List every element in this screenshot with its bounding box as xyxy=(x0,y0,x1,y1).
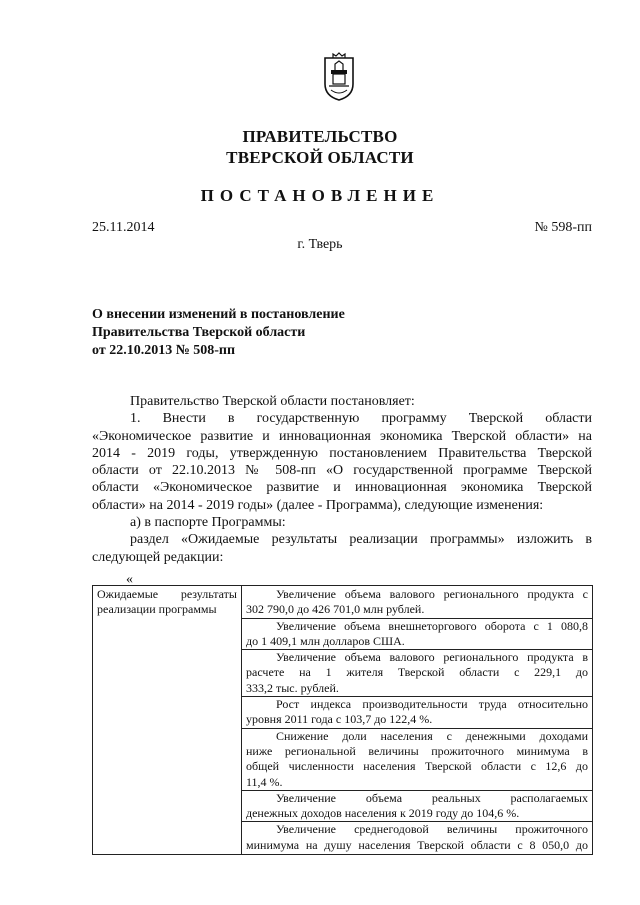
result-line: 11,4 %. xyxy=(246,774,283,789)
result-line: Увеличение объема внешнеторгового оборота с 1 080,8 xyxy=(276,618,588,633)
result-line: уровня 2011 года с 103,7 до 122,4 %. xyxy=(246,712,433,727)
subject-line: от 22.10.2013 № 508-пп xyxy=(92,343,236,358)
result-line: Рост индекса производительности труда относительно xyxy=(276,697,588,712)
body-line: следующей редакции: xyxy=(92,549,224,565)
body-line: Правительство Тверской области постановляет: xyxy=(130,394,415,409)
government-title-line1: ПРАВИТЕЛЬСТВО xyxy=(242,127,398,146)
result-line: Увеличение объема реальных располагаемых xyxy=(276,790,588,805)
result-line: минимума на душу населения Тверской области с 8 050,0 до xyxy=(246,837,588,852)
table-row xyxy=(93,586,593,855)
body-line: «Экономическое развитие и инновационная экономика Тверской области» на xyxy=(92,428,592,444)
program-results-table xyxy=(92,585,593,855)
body-line: раздел «Ожидаемые результаты реализации программы» изложить в xyxy=(130,532,592,548)
government-title-line2: ТВЕРСКОЙ ОБЛАСТИ xyxy=(226,148,414,167)
result-line: Увеличение объема валового регионального продукта в xyxy=(276,650,588,665)
result-item xyxy=(246,729,588,790)
document-city: г. Тверь xyxy=(297,237,343,252)
opening-quote: « xyxy=(126,572,133,587)
table-header-cell xyxy=(93,586,242,855)
result-line: 333,2 тыс. рублей. xyxy=(246,680,339,695)
result-line: ниже региональной величины прожиточного минимума в xyxy=(246,743,588,758)
result-line: 302 790,0 до 426 701,0 млн рублей. xyxy=(246,602,425,617)
document-number: № 598-пп xyxy=(534,220,592,235)
subject-line: О внесении изменений в постановление xyxy=(92,307,345,322)
result-line: денежных доходов населения к 2019 году до 104,6 %. xyxy=(246,806,520,821)
result-item xyxy=(246,587,588,618)
subject-line: Правительства Тверской области xyxy=(92,325,306,340)
document-subject xyxy=(92,306,345,360)
body-line: 2014 - 2019 годы, утвержденную постановлением Правительства Тверской xyxy=(92,445,592,461)
result-item xyxy=(246,697,588,728)
result-line: Увеличение объема валового регионального продукта с xyxy=(276,587,588,601)
body-line: области от 22.10.2013 № 508-пп «О государственной программе Тверской xyxy=(92,463,592,479)
document-type: ПОСТАНОВЛЕНИЕ xyxy=(200,186,440,205)
body-line: 1. Внести в государственную программу Тверской области xyxy=(130,411,592,427)
table-header-line: реализации программы xyxy=(97,602,217,617)
result-line: до 1 409,1 млн долларов США. xyxy=(246,633,405,648)
table-header-line: Ожидаемые результаты xyxy=(97,587,237,601)
document-date: 25.11.2014 xyxy=(92,220,155,235)
result-item xyxy=(246,791,588,822)
result-item xyxy=(246,619,588,650)
body-line: области» на 2014 - 2019 годы» (далее - Программа), следующие изменения: xyxy=(92,497,544,513)
result-line: Снижение доли населения с денежными доходами xyxy=(276,728,588,743)
result-line: Увеличение среднегодовой величины прожиточного xyxy=(276,822,588,837)
document-body xyxy=(92,393,592,566)
result-item xyxy=(246,822,588,853)
result-line: общей численности населения Тверской области с 12,6 до xyxy=(246,759,588,774)
table-value-cell xyxy=(242,586,593,855)
result-line: расчете на 1 жителя Тверской области с 229,1 до xyxy=(246,665,588,680)
body-line: а) в паспорте Программы: xyxy=(130,515,286,531)
result-item xyxy=(246,650,588,696)
body-line: области «Экономическое развитие и инновационная экономика Тверской xyxy=(92,480,592,496)
tver-coat-of-arms-icon xyxy=(323,52,355,102)
